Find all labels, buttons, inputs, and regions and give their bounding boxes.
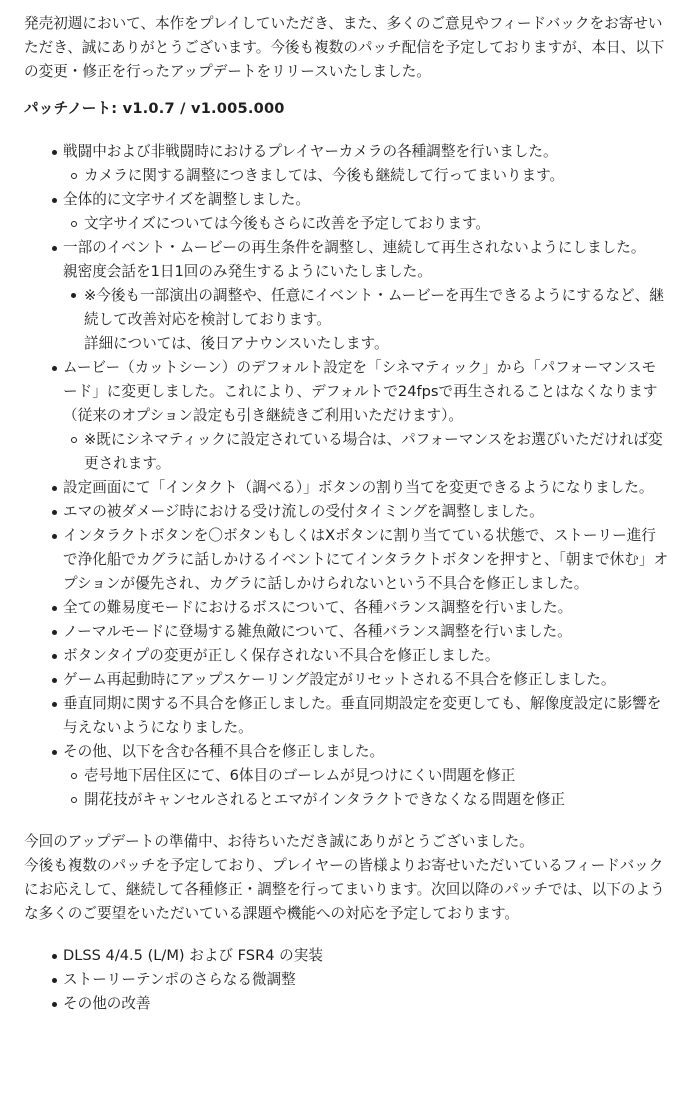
sub-list-item: ※既にシネマティックに設定されている場合は、パフォーマンスをお選びいただければ変更されます。 xyxy=(84,428,670,476)
list-item: その他の改善 xyxy=(63,992,670,1016)
list-item: ボタンタイプの変更が正しく保存されない不具合を修正しました。 xyxy=(63,644,670,668)
changes-list xyxy=(24,140,670,812)
list-item: DLSS 4/4.5 (L/M) および FSR4 の実装 xyxy=(63,944,670,968)
list-item: エマの被ダメージ時における受け流しの受付タイミングを調整しました。 xyxy=(63,500,670,524)
list-item: 全ての難易度モードにおけるボスについて、各種バランス調整を行いました。 xyxy=(63,596,670,620)
sub-list xyxy=(63,284,670,356)
list-item: ムービー（カットシーン）のデフォルト設定を「シネマティック」から「パフォーマンスモード」に変更しました。これにより、デフォルトで24fpsで再生されることはなくなります（従来のオプション設定も引き継続きご利用いただけます）。 ※既にシネマティックに設定されている場合は、パフォーマンスをお選びいただければ変更されます。 xyxy=(63,356,670,476)
patch-notes-title: パッチノート: v1.0.7 / v1.005.000 xyxy=(24,100,285,117)
sub-list xyxy=(63,428,670,476)
list-item: ゲーム再起動時にアップスケーリング設定がリセットされる不具合を修正しました。 xyxy=(63,668,670,692)
future-plans-list xyxy=(24,944,670,1016)
list-item: 全体的に文字サイズを調整しました。 文字サイズについては今後もさらに改善を予定しております。 xyxy=(63,188,670,236)
list-item: 垂直同期に関する不具合を修正しました。垂直同期設定を変更しても、解像度設定に影響を与えないようになりました。 xyxy=(63,692,670,740)
sub-list xyxy=(63,164,670,188)
sub-list-item: 開花技がキャンセルされるとエマがインタラクトできなくなる問題を修正 xyxy=(84,788,670,812)
list-item: インタラクトボタンを〇ボタンもしくはXボタンに割り当てている状態で、ストーリー進行で浄化船でカグラに話しかけるイベントにてインタラクトボタンを押すと、「朝まで休む」オプションが優先され、カグラに話しかけられないという不具合を修正しました。 xyxy=(63,524,670,596)
sub-list-item: ※今後も一部演出の調整や、任意にイベント・ムービーを再生できるようにするなど、継続して改善対応を検討しております。 詳細については、後日アナウンスいたします。 xyxy=(84,284,670,356)
list-item: ノーマルモードに登場する雑魚敵について、各種バランス調整を行いました。 xyxy=(63,620,670,644)
list-item: 一部のイベント・ムービーの再生条件を調整し、連続して再生されないようにしました。 親密度会話を1日1回のみ発生するようにいたしました。 ※今後も一部演出の調整や、任意にイベント・ムービーを再生できるようにするなど、継続して改善対応を検討しております。 詳細については、後日アナウンスいたします。 xyxy=(63,236,670,356)
sub-list xyxy=(63,212,670,236)
sub-list-item: カメラに関する調整につきましては、今後も継続して行ってまいります。 xyxy=(84,164,670,188)
intro-paragraph: 発売初週において、本作をプレイしていただき、また、多くのご意見やフィードバックをお寄せいただき、誠にありがとうございます。今後も複数のパッチ配信を予定しておりますが、本日、以下の変更・修正を行ったアップデートをリリースいたしました。 xyxy=(24,15,665,80)
sub-list-item: 文字サイズについては今後もさらに改善を予定しております。 xyxy=(84,212,670,236)
list-item: ストーリーテンポのさらなる微調整 xyxy=(63,968,670,992)
sub-list-item: 壱号地下居住区にて、6体目のゴーレムが見つけにくい問題を修正 xyxy=(84,764,670,788)
outro-thanks: 今回のアップデートの準備中、お待ちいただき誠にありがとうございました。 xyxy=(24,833,534,850)
outro-paragraph: 今後も複数のパッチを予定しており、プレイヤーの皆様よりお寄せいただいているフィードバックにお応えして、継続して各種修正・調整を行ってまいります。次回以降のパッチでは、以下のような多くのご要望をいただいている課題や機能への対応を予定しております。 xyxy=(24,857,665,922)
sub-list xyxy=(63,764,670,812)
list-item: 戦闘中および非戦闘時におけるプレイヤーカメラの各種調整を行いました。 カメラに関する調整につきましては、今後も継続して行ってまいります。 xyxy=(63,140,670,188)
list-item: 設定画面にて「インタクト（調べる）」ボタンの割り当てを変更できるようになりました。 xyxy=(63,476,670,500)
list-item: その他、以下を含む各種不具合を修正しました。 壱号地下居住区にて、6体目のゴーレムが見つけにくい問題を修正 開花技がキャンセルされるとエマがインタラクトできなくなる問題を修正 xyxy=(63,740,670,812)
